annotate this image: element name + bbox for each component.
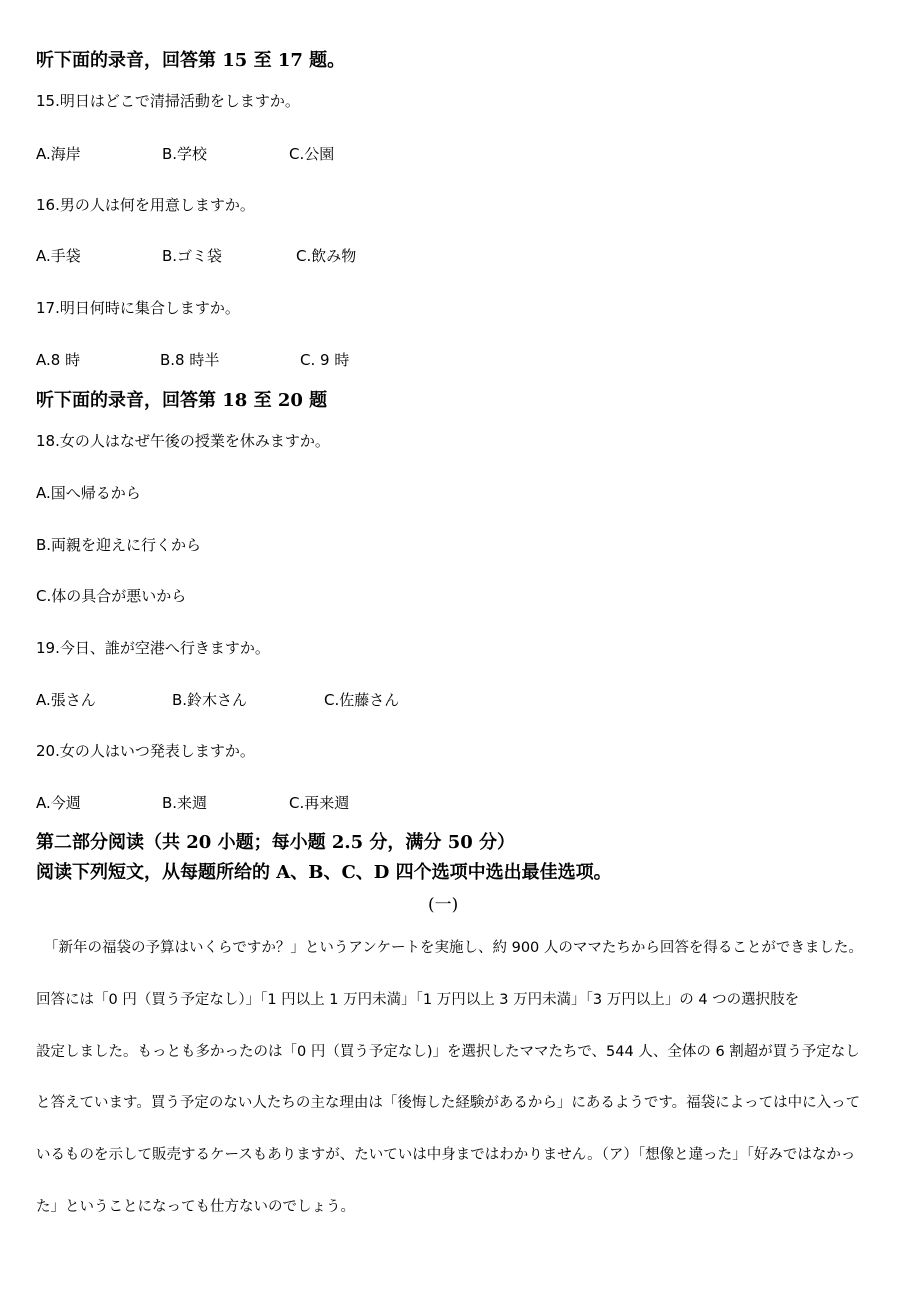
passage-line-1: 「新年の福袋の予算はいくらですか？」というアンケートを実施し、約 900 人のママたちから回答を得ることができました。 <box>44 940 863 956</box>
passage-line-3: 設定しました。もっとも多かったのは「0 円（買う予定なし)」を選択したママたちで、544 人、全体の 6 割超が買う予定なし <box>36 1044 860 1060</box>
passage-line-2: 回答には「0 円（買う予定なし）」「1 円以上 1 万円未満」「1 万円以上 3 万円未満」「3 万円以上」の 4 つの選択肢を <box>36 992 800 1008</box>
question-15: 15.明日はどこで清掃活動をしますか。 <box>36 92 300 110</box>
option-18-c: C.体の具合が悪いから <box>36 587 187 605</box>
question-17: 17.明日何時に集合しますか。 <box>36 299 240 317</box>
option-16-b: B.ゴミ袋 <box>162 247 223 265</box>
option-20-a: A.今週 <box>36 794 81 812</box>
option-19-c: C.佐藤さん <box>324 691 400 709</box>
option-15-a: A.海岸 <box>36 145 81 163</box>
option-15-b: B.学校 <box>162 145 208 163</box>
question-20: 20.女の人はいつ発表しますか。 <box>36 742 255 760</box>
option-17-b: B.8 時半 <box>160 351 220 369</box>
option-15-c: C.公園 <box>289 145 335 163</box>
passage-line-5: いるものを示して販売するケースもありますが、たいていは中身まではわかりません。（ア）「想像と違った」「好みではなかっ <box>36 1147 856 1163</box>
passage-line-4: と答えています。買う予定のない人たちの主な理由は「後悔した経験があるから」にあるようです。福袋によっては中に入って <box>36 1095 861 1111</box>
question-16: 16.男の人は何を用意しますか。 <box>36 196 255 214</box>
option-18-a: A.国へ帰るから <box>36 484 141 502</box>
section-heading-15-17: 听下面的录音，回答第 15 至 17 题。 <box>36 50 346 71</box>
option-16-c: C.飲み物 <box>296 247 357 265</box>
passage-line-6: た」ということになっても仕方ないのでしょう。 <box>36 1199 355 1215</box>
option-19-a: A.張さん <box>36 691 96 709</box>
part2-heading: 第二部分阅读（共 20 小题；每小题 2.5 分，满分 50 分） <box>36 832 516 853</box>
passage-number: (一) <box>428 895 459 915</box>
part2-instruction: 阅读下列短文，从每题所给的 A、B、C、D 四个选项中选出最佳选项。 <box>36 862 612 883</box>
option-20-c: C.再来週 <box>289 794 350 812</box>
option-18-b: B.両親を迎えに行くから <box>36 536 202 554</box>
question-18: 18.女の人はなぜ午後の授業を休みますか。 <box>36 432 330 450</box>
section-heading-18-20: 听下面的录音，回答第 18 至 20 题 <box>36 390 328 411</box>
option-17-a: A.8 時 <box>36 351 81 369</box>
option-16-a: A.手袋 <box>36 247 81 265</box>
question-19: 19.今日、誰が空港へ行きますか。 <box>36 639 270 657</box>
option-17-c: C. 9 時 <box>300 351 350 369</box>
option-19-b: B.鈴木さん <box>172 691 248 709</box>
option-20-b: B.来週 <box>162 794 208 812</box>
